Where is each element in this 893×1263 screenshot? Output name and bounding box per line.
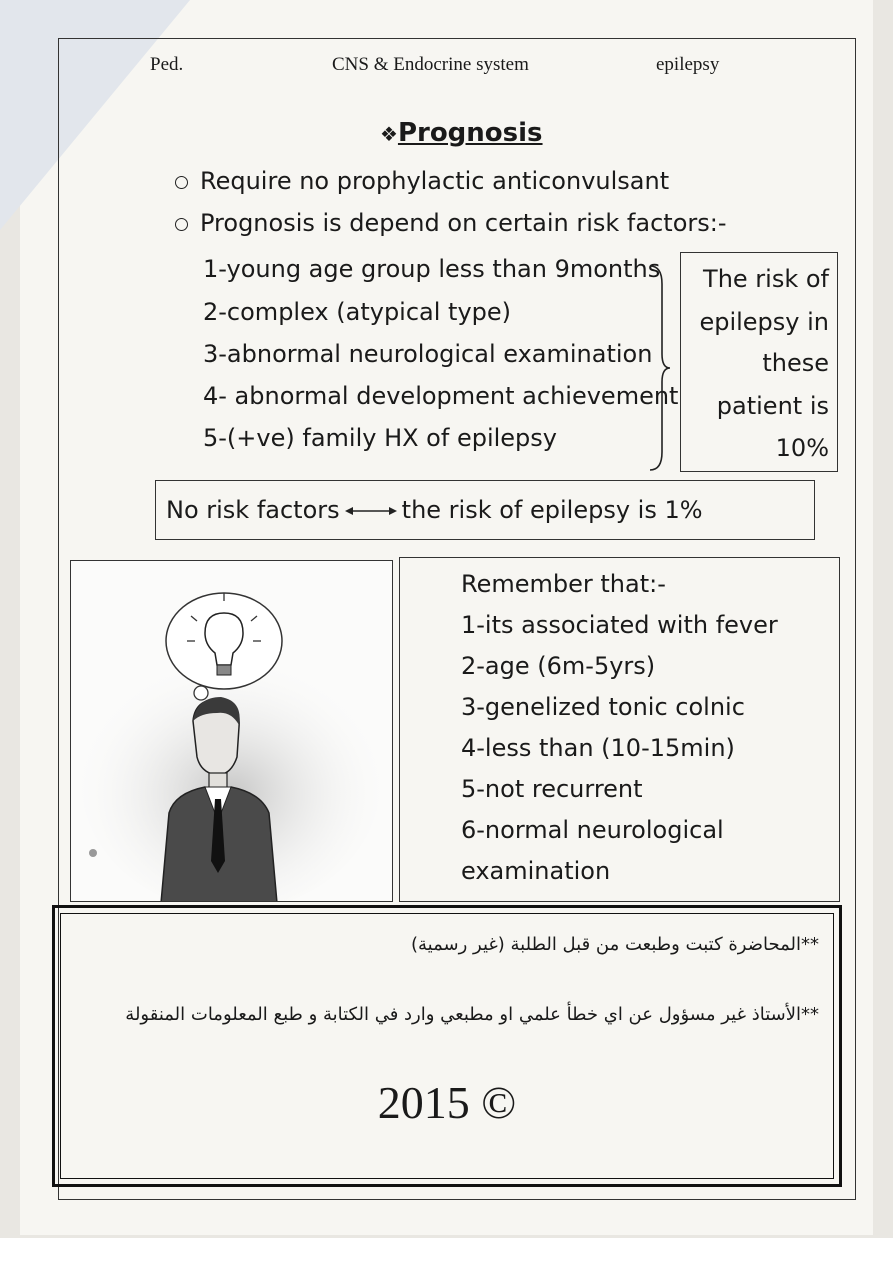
section-title-text: Prognosis [397,118,543,148]
section-title [380,118,543,148]
remember-item: 4-less than (10-15min) [461,734,735,762]
risk-factor-item: 5-(+ve) family HX of epilepsy [203,424,557,452]
circle-bullet-icon [175,176,188,189]
header-center: CNS & Endocrine system [332,54,529,75]
header-left: Ped. [150,54,184,75]
disclaimer-line: **الأستاذ غير مسؤول عن اي خطأ علمي او مطبعي وارد في الكتابة و طبع المعلومات المنقولة [125,1004,819,1025]
remember-item: 6-normal neurological [461,816,724,844]
thinking-man-lightbulb-icon [71,561,393,902]
risk-factor-item: 2-complex (atypical type) [203,298,512,326]
double-arrow-icon [344,504,398,518]
scan-margin [0,1238,893,1263]
remember-item: 1-its associated with fever [461,611,778,639]
remember-item: 5-not recurrent [461,775,643,803]
remember-item: 2-age (6m-5yrs) [461,652,656,680]
risk-factor-item: 4- abnormal development achievement [203,382,679,410]
disclaimer-box [52,905,842,1187]
right-brace-icon [648,262,672,474]
risk-factor-item: 3-abnormal neurological examination [203,340,653,368]
risk-factor-item: 1-young age group less than 9months [203,255,661,283]
diamond-bullet-icon: ❖ [380,122,398,146]
header-right: epilepsy [656,54,720,75]
no-risk-box: No risk factors the risk of epilepsy is 1% [155,480,815,540]
copyright-text: 2015 © [377,1077,517,1128]
circle-bullet-icon [175,218,188,231]
bullet-item: Prognosis is depend on certain risk factors:- [175,209,727,237]
remember-item: examination [461,857,611,885]
bullet-item: Require no prophylactic anticonvulsant [175,167,669,195]
disclaimer-line: **المحاضرة كتبت وطبعت من قبل الطلبة (غير رسمية) [411,934,819,955]
illustration-box [70,560,393,902]
remember-item: 3-genelized tonic colnic [461,693,745,721]
remember-box [399,557,840,902]
risk-callout-box: The risk of epilepsy in these patient is 10% [680,252,838,472]
remember-heading: Remember that:- [461,570,666,598]
